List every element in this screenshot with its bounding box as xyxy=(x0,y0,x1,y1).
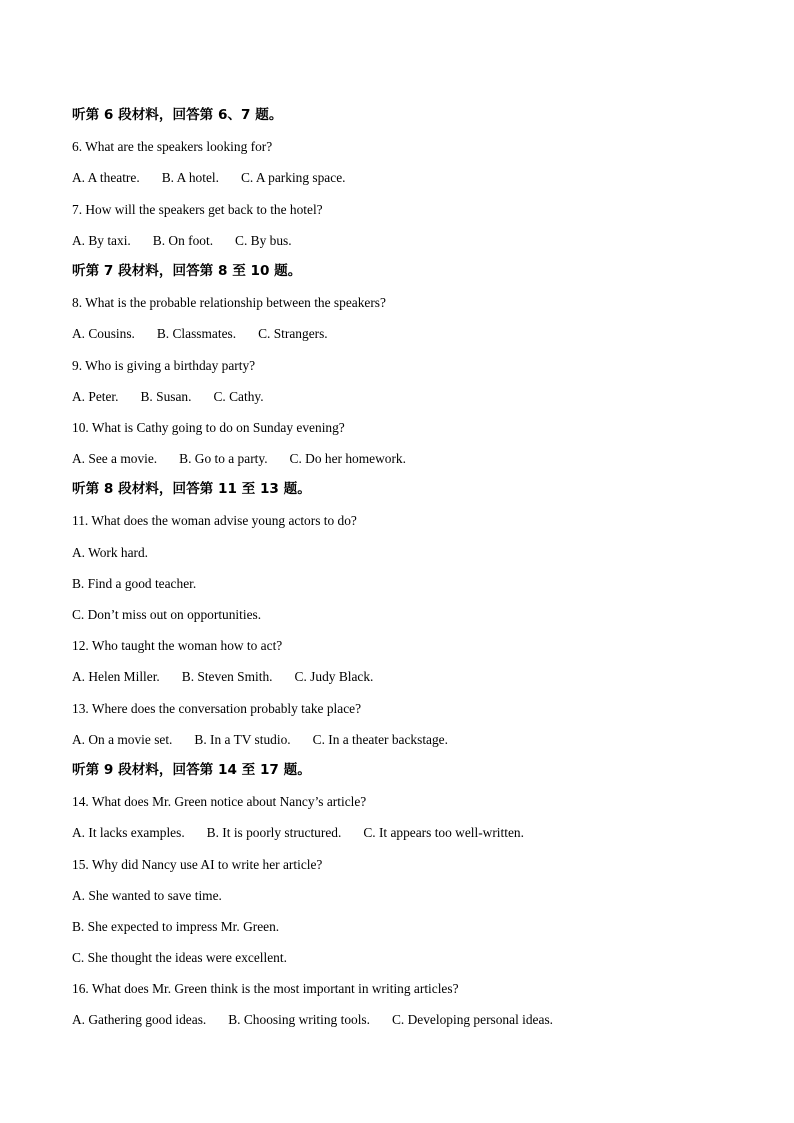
section-heading: 听第 8 段材料，回答第 11 至 13 题。 xyxy=(72,481,311,498)
option-b: B. Steven Smith. xyxy=(181,669,273,685)
question-7-options xyxy=(72,225,732,256)
option-c: C. A parking space. xyxy=(240,170,346,186)
question-12: 12. Who taught the woman how to act? xyxy=(72,638,283,654)
question-6-options xyxy=(72,162,732,193)
question-11: 11. What does the woman advise young actors to do? xyxy=(72,513,357,529)
section-heading: 听第 9 段材料，回答第 14 至 17 题。 xyxy=(72,761,311,778)
option-a: A. See a movie. xyxy=(72,451,158,467)
question-10: 10. What is Cathy going to do on Sunday evening? xyxy=(72,419,345,435)
option-a: A. Cousins. xyxy=(72,326,135,342)
question-14: 14. What does Mr. Green notice about Nancy’s article? xyxy=(72,794,367,810)
option-b: B. Find a good teacher. xyxy=(72,575,197,591)
section-heading: 听第 7 段材料，回答第 8 至 10 题。 xyxy=(72,262,302,279)
question-16: 16. What does Mr. Green think is the most important in writing articles? xyxy=(72,981,459,997)
option-b: B. Susan. xyxy=(140,388,192,404)
option-c: C. It appears too well-written. xyxy=(363,825,524,841)
question-9: 9. Who is giving a birthday party? xyxy=(72,357,256,373)
option-c: C. Strangers. xyxy=(258,326,328,342)
option-a: A. A theatre. xyxy=(72,170,140,186)
option-a: A. Helen Miller. xyxy=(72,669,160,685)
option-a: A. She wanted to save time. xyxy=(72,887,222,903)
question-7: 7. How will the speakers get back to the hotel? xyxy=(72,201,323,217)
question-8-options xyxy=(72,318,732,349)
question-10-options xyxy=(72,443,732,474)
option-b: B. In a TV studio. xyxy=(194,731,291,747)
option-c: C. Don’t miss out on opportunities. xyxy=(72,607,262,622)
option-c: C. Cathy. xyxy=(213,388,264,404)
question-14-options xyxy=(72,817,732,848)
option-b: B. It is poorly structured. xyxy=(206,825,342,841)
option-b: B. Go to a party. xyxy=(179,451,268,467)
option-c: C. By bus. xyxy=(235,232,292,248)
question-13-options xyxy=(72,724,732,755)
option-c: C. Do her homework. xyxy=(289,451,406,467)
option-a: A. It lacks examples. xyxy=(72,825,185,841)
option-c: C. She thought the ideas were excellent. xyxy=(72,950,287,966)
option-b: B. On foot. xyxy=(152,232,214,248)
option-c: C. Judy Black. xyxy=(294,669,374,685)
question-9-options xyxy=(72,381,732,412)
option-c: C. Developing personal ideas. xyxy=(391,1012,554,1028)
question-12-options xyxy=(72,661,732,692)
section-heading: 听第 6 段材料，回答第 6、7 题。 xyxy=(72,107,283,123)
option-b: B. A hotel. xyxy=(161,170,219,186)
question-15: 15. Why did Nancy use AI to write her article? xyxy=(72,856,323,872)
option-a: A. Gathering good ideas. xyxy=(72,1012,207,1028)
option-b: B. Choosing writing tools. xyxy=(228,1012,370,1028)
option-a: A. By taxi. xyxy=(72,232,131,248)
option-a: A. Peter. xyxy=(72,388,119,404)
option-b: B. She expected to impress Mr. Green. xyxy=(72,918,280,934)
question-13: 13. Where does the conversation probably take place? xyxy=(72,700,362,716)
question-6: 6. What are the speakers looking for? xyxy=(72,139,273,155)
document-page xyxy=(72,100,732,1036)
question-16-options xyxy=(72,1004,732,1035)
option-b: B. Classmates. xyxy=(156,326,237,342)
option-a: A. On a movie set. xyxy=(72,731,173,747)
question-8: 8. What is the probable relationship between the speakers? xyxy=(72,295,386,311)
option-c: C. In a theater backstage. xyxy=(312,731,448,747)
option-a: A. Work hard. xyxy=(72,544,149,560)
